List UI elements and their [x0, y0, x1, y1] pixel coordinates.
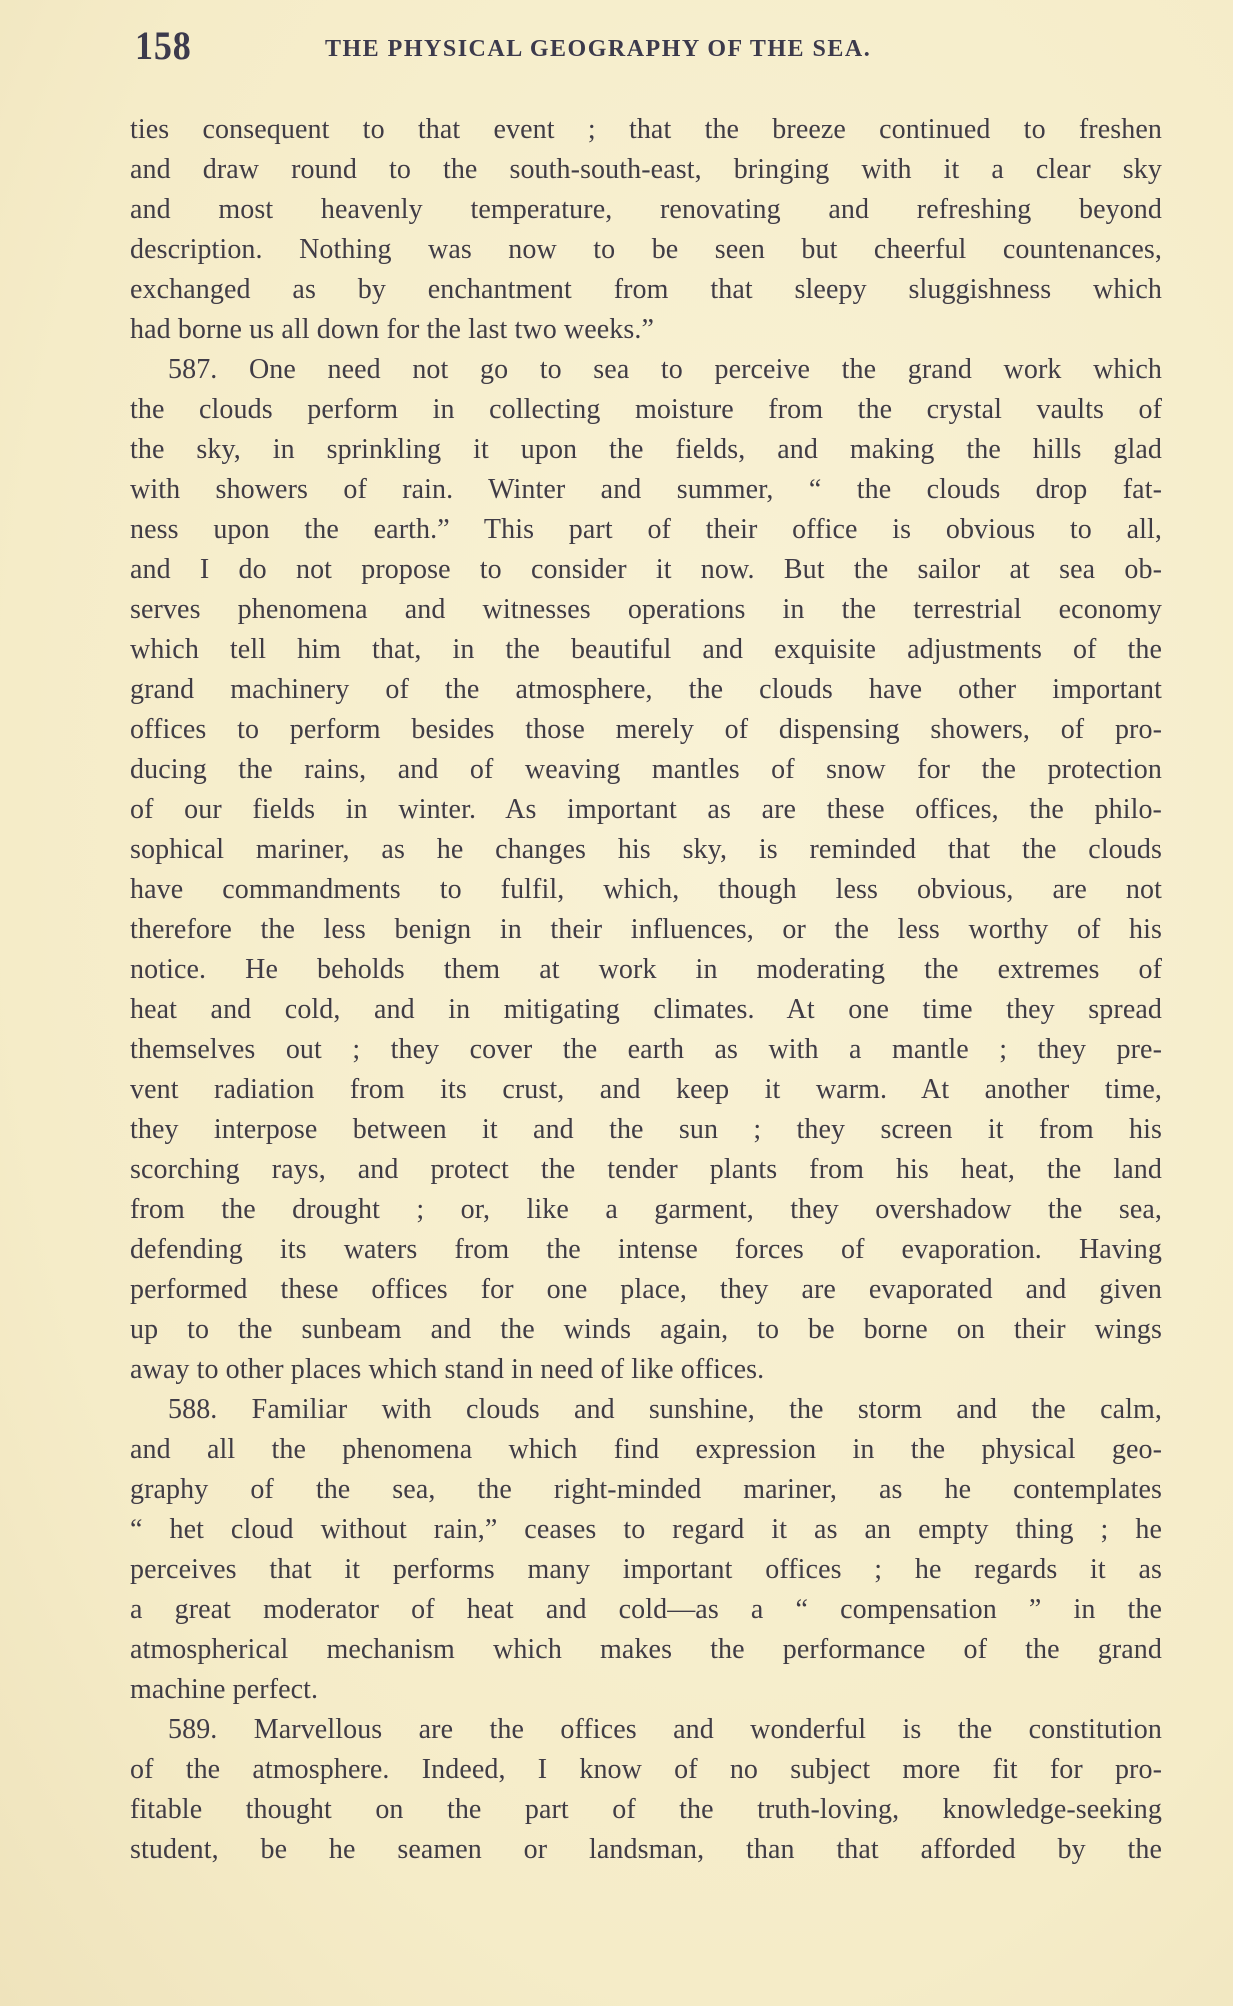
- text-line: themselves out ; they cover the earth as with a mantle ; they pre-: [130, 1034, 1162, 1065]
- text-line: serves phenomena and witnesses operations in the terrestrial economy: [130, 594, 1162, 625]
- text-line: grand machinery of the atmosphere, the clouds have other important: [130, 674, 1162, 705]
- text-line: the clouds perform in collecting moisture from the crystal vaults of: [130, 394, 1162, 425]
- page-number: 158: [135, 23, 192, 68]
- text-line: performed these offices for one place, they are evaporated and given: [130, 1274, 1162, 1305]
- running-head: THE PHYSICAL GEOGRAPHY OF THE SEA.: [325, 36, 872, 62]
- text-line: they interpose between it and the sun ; they screen it from his: [130, 1114, 1162, 1145]
- text-line: “ het cloud without rain,” ceases to regard it as an empty thing ; he: [130, 1514, 1162, 1545]
- text-line: had borne us all down for the last two weeks.”: [130, 314, 655, 345]
- text-line: a great moderator of heat and cold—as a “ compensation ” in the: [130, 1594, 1162, 1625]
- page-header: [135, 22, 1165, 78]
- text-line: ties consequent to that event ; that the breeze continued to freshen: [130, 114, 1162, 145]
- paragraph-first-line: 587. One need not go to sea to perceive the grand work which: [168, 354, 1162, 385]
- text-line: and I do not propose to consider it now. But the sailor at sea ob-: [130, 554, 1162, 585]
- text-line: which tell him that, in the beautiful and exquisite adjustments of the: [130, 634, 1162, 665]
- text-line: the sky, in sprinkling it upon the fields, and making the hills glad: [130, 434, 1162, 465]
- text-line: ducing the rains, and of weaving mantles of snow for the protection: [130, 754, 1162, 785]
- text-line: offices to perform besides those merely of dispensing showers, of pro-: [130, 714, 1162, 745]
- text-line: have commandments to fulfil, which, though less obvious, are not: [130, 874, 1162, 905]
- text-line: with showers of rain. Winter and summer, “ the clouds drop fat-: [130, 474, 1162, 505]
- text-line: fitable thought on the part of the truth-loving, knowledge-seeking: [130, 1794, 1162, 1825]
- text-line: vent radiation from its crust, and keep it warm. At another time,: [130, 1074, 1162, 1105]
- text-line: up to the sunbeam and the winds again, to be borne on their wings: [130, 1314, 1162, 1345]
- text-line: of the atmosphere. Indeed, I know of no subject more fit for pro-: [130, 1754, 1162, 1785]
- body-text: [130, 110, 1162, 1870]
- text-line: machine perfect.: [130, 1674, 319, 1705]
- text-line: and all the phenomena which find expression in the physical geo-: [130, 1434, 1162, 1465]
- text-line: exchanged as by enchantment from that sleepy sluggishness which: [130, 274, 1162, 305]
- text-line: ness upon the earth.” This part of their office is obvious to all,: [130, 514, 1162, 545]
- text-line: and most heavenly temperature, renovating and refreshing beyond: [130, 194, 1162, 225]
- text-line: scorching rays, and protect the tender plants from his heat, the land: [130, 1154, 1162, 1185]
- text-line: student, be he seamen or landsman, than that afforded by the: [130, 1834, 1162, 1865]
- text-line: sophical mariner, as he changes his sky, is reminded that the clouds: [130, 834, 1162, 865]
- text-line: away to other places which stand in need of like offices.: [130, 1354, 765, 1385]
- text-line: of our fields in winter. As important as are these offices, the philo-: [130, 794, 1162, 825]
- paragraph-first-line: 588. Familiar with clouds and sunshine, the storm and the calm,: [168, 1394, 1162, 1425]
- text-line: defending its waters from the intense forces of evaporation. Having: [130, 1234, 1162, 1265]
- text-line: notice. He beholds them at work in moderating the extremes of: [130, 954, 1162, 985]
- text-line: perceives that it performs many important offices ; he regards it as: [130, 1554, 1162, 1585]
- text-line: from the drought ; or, like a garment, they overshadow the sea,: [130, 1194, 1162, 1225]
- paragraph-first-line: 589. Marvellous are the offices and wonderful is the constitution: [168, 1714, 1162, 1745]
- text-line: heat and cold, and in mitigating climates. At one time they spread: [130, 994, 1162, 1025]
- text-line: graphy of the sea, the right-minded mariner, as he contemplates: [130, 1474, 1162, 1505]
- text-line: therefore the less benign in their influences, or the less worthy of his: [130, 914, 1162, 945]
- text-line: description. Nothing was now to be seen but cheerful countenances,: [130, 234, 1162, 265]
- text-line: atmospherical mechanism which makes the performance of the grand: [130, 1634, 1162, 1665]
- text-line: and draw round to the south-south-east, bringing with it a clear sky: [130, 154, 1162, 185]
